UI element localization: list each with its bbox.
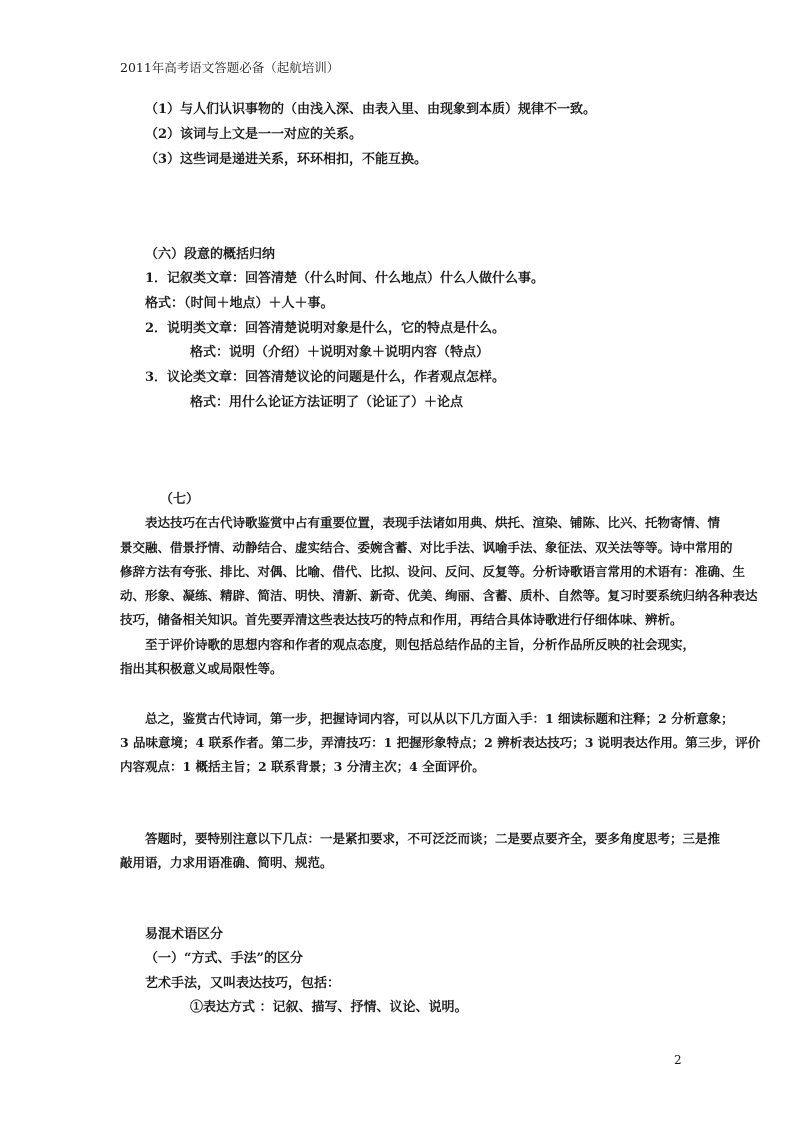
page-header: 2011年高考语文答题必备（起航培训）: [120, 60, 340, 75]
paragraph-line: 表达技巧在古代诗歌鉴赏中占有重要位置，表现手法诸如用典、烘托、渲染、铺陈、比兴、托物寄情、情: [145, 515, 721, 530]
paragraph-line: 指出其积极意义或局限性等。: [120, 661, 283, 676]
section-line: 格式：用什么论证方法证明了（论证了）＋论点: [190, 395, 464, 410]
section-title: （六）段意的概括归纳: [145, 247, 276, 262]
section-line: 格式：说明（介绍）＋说明对象＋说明内容（特点）: [190, 345, 490, 360]
paragraph-line: 动、形象、凝练、精辟、简洁、明快、清新、新奇、优美、绚丽、含蓄、质朴、自然等。复习时要系统归纳各种表达: [120, 588, 758, 603]
list-item: （1）与人们认识事物的（由浅入深、由表入里、由现象到本质）规律不一致。: [145, 102, 597, 117]
summary-line: 内容观点：1 概括主旨；2 联系背景；3 分清主次；4 全面评价。: [120, 759, 485, 774]
section-line: 1．记叙类文章：回答清楚（什么时间、什么地点）什么人做什么事。: [145, 271, 545, 286]
terms-item: ①表达方式 ：记叙、描写、抒情、议论、说明。: [190, 1000, 468, 1015]
section-line: 3．议论类文章：回答清楚议论的问题是什么，作者观点怎样。: [145, 370, 506, 385]
section-title: （七）: [160, 492, 200, 507]
list-item: （2）该词与上文是一一对应的关系。: [145, 127, 363, 142]
section-line: 格式：（时间＋地点）＋人＋事。: [145, 296, 334, 311]
paragraph-line: 至于评价诗歌的思想内容和作者的观点态度，则包括总结作品的主旨，分析作品所反映的社会现实，: [145, 637, 696, 652]
terms-line: 艺术手法，又叫表达技巧，包括：: [145, 976, 341, 991]
tips-line: 敲用语，力求用语准确、简明、规范。: [120, 855, 333, 870]
terms-subtitle: （一）“方式、手法”的区分: [145, 951, 303, 966]
page-number: 2: [674, 1053, 682, 1067]
tips-line: 答题时，要特别注意以下几点：一是紧扣要求，不可泛泛而谈；二是要点要齐全，要多角度思考；三是推: [145, 831, 721, 846]
terms-title: 易混术语区分: [145, 927, 224, 942]
summary-line: 总之，鉴赏古代诗词，第一步，把握诗词内容，可以从以下几方面入手：1 细读标题和注释；2 分析意象；: [145, 711, 734, 726]
section-line: 2．说明类文章：回答清楚说明对象是什么，它的特点是什么。: [145, 321, 506, 336]
summary-line: 3 品味意境；4 联系作者。第二步，弄清技巧：1 把握形象特点；2 辨析表达技巧；3 说明表达作用。第三步，评价: [120, 735, 761, 750]
list-item: （3）这些词是递进关系，环环相扣，不能互换。: [145, 152, 428, 167]
paragraph-line: 修辞方法有夸张、排比、对偶、比喻、借代、比拟、设问、反问、反复等。分析诗歌语言常用的术语有：准确、生: [120, 564, 746, 579]
paragraph-line: 技巧，储备相关知识。首先要弄清这些表达技巧的特点和作用，再结合具体诗歌进行仔细体味、辨析。: [120, 612, 683, 627]
paragraph-line: 景交融、借景抒情、动静结合、虚实结合、委婉含蓄、对比手法、讽喻手法、象征法、双关法等等。诗中常用的: [120, 540, 733, 555]
